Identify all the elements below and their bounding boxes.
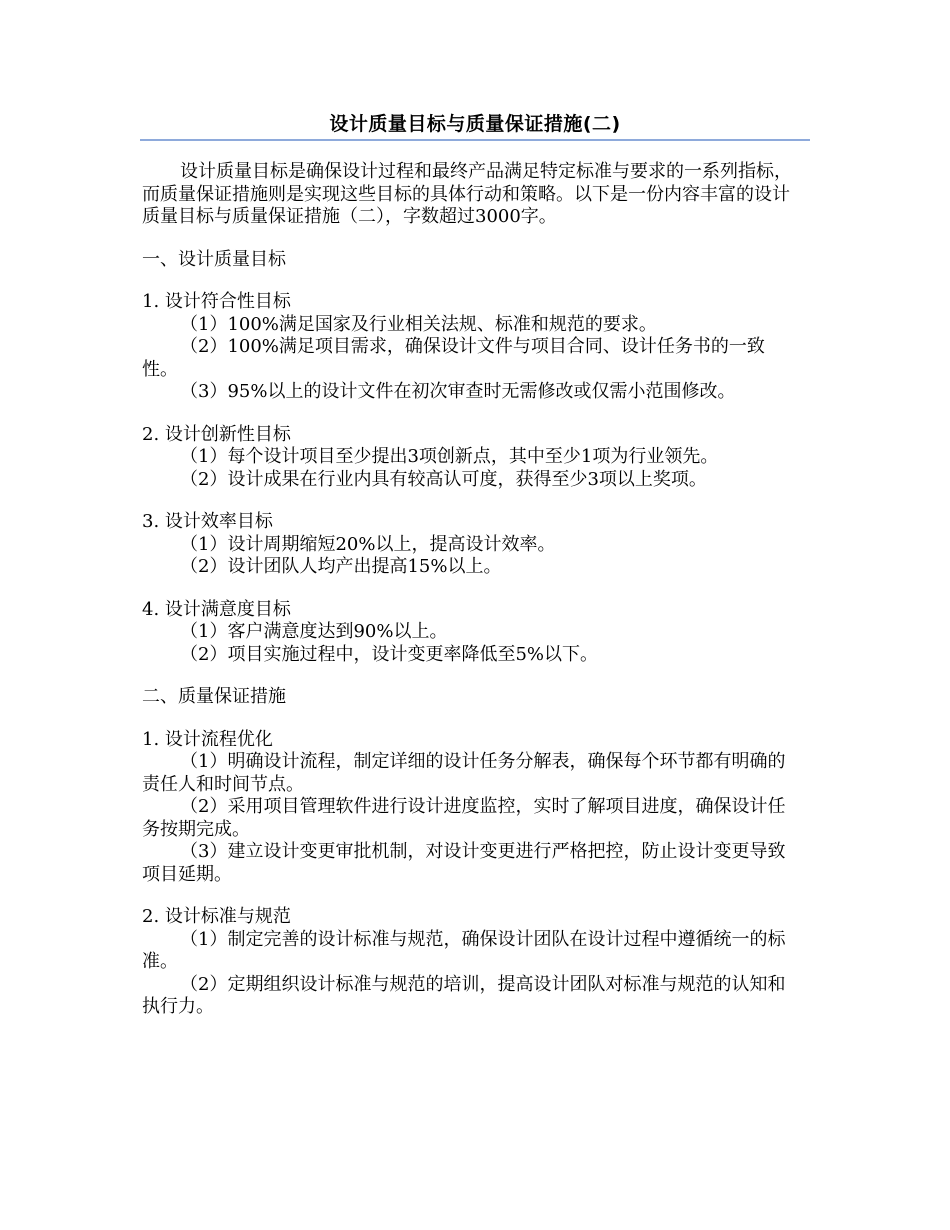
subsection-heading: 2. 设计创新性目标 [142,423,291,445]
list-item: （2）项目实施过程中，设计变更率降低至5%以下。 [180,643,599,665]
list-item: （1）每个设计项目至少提出3项创新点，其中至少1项为行业领先。 [180,446,719,467]
intro-paragraph: 设计质量目标是确保设计过程和最终产品满足特定标准与要求的一系列指标，而质量保证措施则是实现这些目标的具体行动和策略。以下是一份内容丰富的设计质量目标与质量保证措施（二），字数超过3000字。 [142,161,792,227]
list-item: （1）制定完善的设计标准与规范，确保设计团队在设计过程中遵循统一的标准。 [142,928,786,972]
list-item: （1）客户满意度达到90%以上。 [180,621,448,642]
list-item: （1）设计周期缩短20%以上，提高设计效率。 [180,533,556,555]
list-item: （1）明确设计流程，制定详细的设计任务分解表，确保每个环节都有明确的责任人和时间节点。 [142,751,786,795]
subsection-heading: 3. 设计效率目标 [142,511,273,532]
list-item: （1）100%满足国家及行业相关法规、标准和规范的要求。 [180,313,657,335]
section-heading: 一、设计质量目标 [142,248,286,270]
subsection-heading: 4. 设计满意度目标 [142,598,291,620]
subsection-heading: 1. 设计流程优化 [142,728,273,750]
section-heading: 二、质量保证措施 [142,686,286,707]
list-item: （2）设计团队人均产出提高15%以上。 [180,556,502,577]
document-title: 设计质量目标与质量保证措施(二) [329,113,621,135]
list-item: （3）建立设计变更审批机制，对设计变更进行严格把控，防止设计变更导致项目延期。 [142,841,786,885]
list-item: （2）设计成果在行业内具有较高认可度，获得至少3项以上奖项。 [180,468,707,490]
list-item: （2）采用项目管理软件进行设计进度监控，实时了解项目进度，确保设计任务按期完成。 [142,796,786,840]
document-body [142,161,796,1019]
list-item: （2）定期组织设计标准与规范的培训，提高设计团队对标准与规范的认知和执行力。 [142,973,786,1017]
list-item: （3）95%以上的设计文件在初次审查时无需修改或仅需小范围修改。 [180,381,736,402]
list-item: （2）100%满足项目需求，确保设计文件与项目合同、设计任务书的一致性。 [142,336,765,380]
subsection-heading: 1. 设计符合性目标 [142,291,291,312]
title-underline [140,139,810,141]
subsection-heading: 2. 设计标准与规范 [142,906,291,927]
